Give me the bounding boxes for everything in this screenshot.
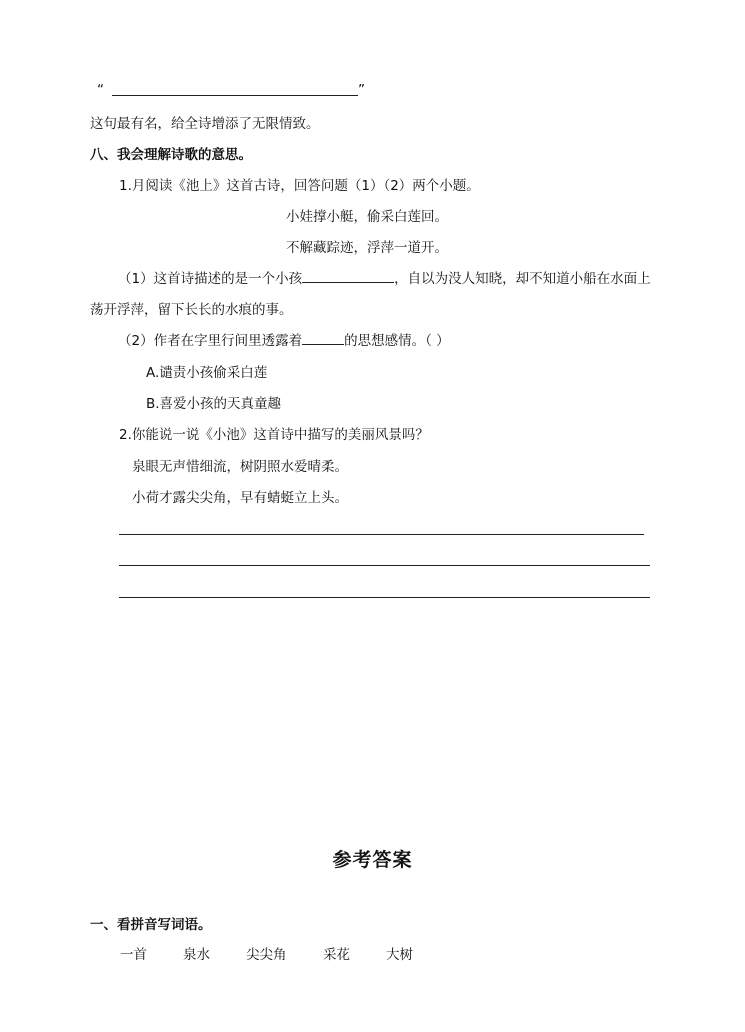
q2-prompt: 2.你能说一说《小池》这首诗中描写的美丽风景吗？ bbox=[119, 427, 429, 443]
q1-sub1-blank bbox=[302, 270, 394, 283]
answer-word: 大树 bbox=[386, 947, 413, 963]
q1-sub1 bbox=[118, 270, 651, 288]
answer-word: 泉水 bbox=[183, 947, 210, 963]
answers-section1-heading: 一、看拼音写词语。 bbox=[90, 917, 212, 933]
q1-sub1-after: ，自以为没人知晓，却不知道小船在水面上 bbox=[394, 271, 651, 287]
close-quote: ” bbox=[358, 82, 365, 98]
open-quote: “ bbox=[97, 82, 104, 98]
answer-line-1 bbox=[119, 534, 644, 535]
answer-word: 采花 bbox=[323, 947, 350, 963]
fill-note: 这句最有名，给全诗增添了无限情致。 bbox=[90, 116, 320, 132]
q1-sub2-after: 的思想感情。（ ） bbox=[344, 333, 450, 349]
q1-sub2 bbox=[118, 332, 450, 350]
section8-heading: 八、我会理解诗歌的意思。 bbox=[90, 147, 252, 163]
option-a: A.谴责小孩偷采白莲 bbox=[146, 365, 268, 381]
answer-line-3 bbox=[119, 597, 650, 598]
q1-sub2-before: （2）作者在字里行间里透露着 bbox=[118, 333, 303, 349]
fill-blank-line bbox=[112, 95, 358, 96]
q1-poem-line2: 不解藏踪迹，浮萍一道开。 bbox=[286, 240, 448, 256]
q1-sub1-cont: 荡开浮萍，留下长长的水痕的事。 bbox=[90, 302, 293, 318]
answers-title: 参考答案 bbox=[332, 849, 413, 871]
q2-poem-line2: 小荷才露尖尖角，早有蜻蜓立上头。 bbox=[132, 490, 348, 506]
answer-word: 尖尖角 bbox=[246, 947, 287, 963]
answer-word: 一首 bbox=[120, 947, 147, 963]
answer-line-2 bbox=[119, 565, 650, 566]
q1-sub1-before: （1）这首诗描述的是一个小孩 bbox=[118, 271, 303, 287]
q1-prompt: 1.月阅读《池上》这首古诗，回答问题（1）（2）两个小题。 bbox=[119, 178, 480, 194]
q1-poem-line1: 小娃撑小艇，偷采白莲回。 bbox=[286, 209, 448, 225]
option-b: B.喜爱小孩的天真童趣 bbox=[146, 396, 282, 412]
q1-sub2-blank bbox=[302, 332, 344, 345]
q2-poem-line1: 泉眼无声惜细流，树阴照水爱晴柔。 bbox=[132, 459, 348, 475]
